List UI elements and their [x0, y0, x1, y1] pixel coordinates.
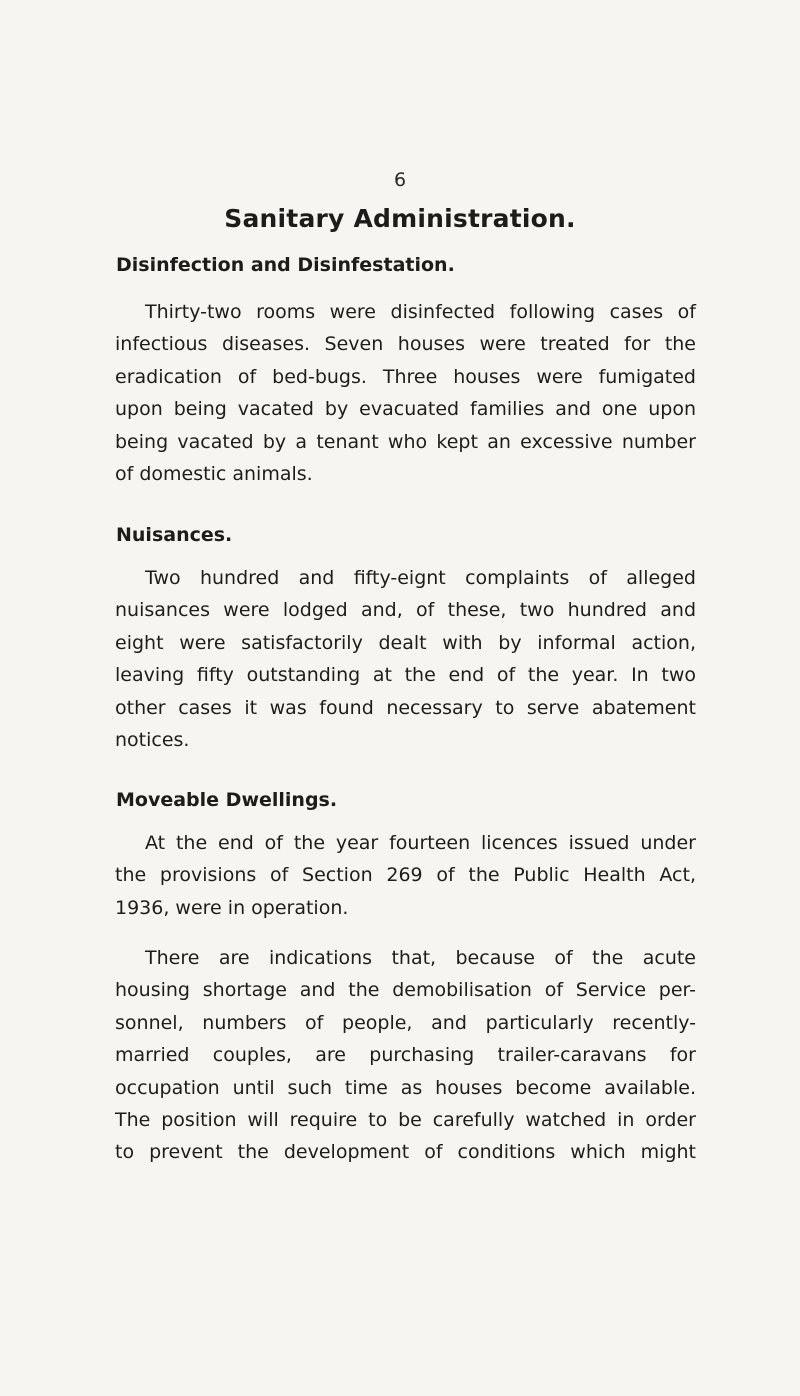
paragraph-moveable-1 [115, 827, 696, 924]
text-line: The position will require to be carefully watched in order [115, 1109, 696, 1132]
text-line: Thirty-two rooms were disinfected following cases of [145, 301, 696, 323]
page-title: Sanitary Administration. [224, 204, 576, 233]
text-line: 1936, were in operation. [115, 896, 349, 919]
text-line: married couples, are purchasing trailer-caravans for [115, 1044, 696, 1067]
heading-nuisances: Nuisances. [116, 524, 233, 546]
paragraph-moveable-2 [115, 942, 696, 1169]
text-line: the provisions of Section 269 of the Public Health Act, [115, 864, 696, 887]
heading-disinfection: Disinfection and Disinfestation. [116, 254, 455, 276]
text-line: leaving fifty outstanding at the end of the year. In two [115, 664, 696, 687]
paragraph-nuisances [115, 562, 696, 756]
heading-moveable-dwellings: Moveable Dwellings. [116, 789, 338, 811]
text-line: nuisances were lodged and, of these, two hundred and [115, 599, 696, 622]
text-line: housing shortage and the demobilisation of Service per- [115, 979, 696, 1002]
paragraph-disinfection [115, 296, 696, 490]
text-line: infectious diseases. Seven houses were treated for the [115, 333, 696, 356]
text-line: Two hundred and fifty-eignt complaints of alleged [145, 567, 696, 589]
text-line: being vacated by a tenant who kept an excessive number [115, 430, 696, 453]
page-number: 6 [393, 169, 407, 191]
text-line: sonnel, numbers of people, and particularly recently- [115, 1011, 696, 1034]
text-line: other cases it was found necessary to serve abatement [115, 696, 696, 719]
text-line: notices. [115, 729, 190, 752]
text-line: At the end of the year fourteen licences issued under [145, 832, 696, 854]
text-line: There are indications that, because of the acute [145, 947, 696, 969]
text-line: to prevent the development of conditions which might [115, 1141, 696, 1164]
text-line: occupation until such time as houses become available. [115, 1076, 696, 1099]
text-line: of domestic animals. [115, 463, 313, 486]
text-line: upon being vacated by evacuated families and one upon [115, 398, 696, 421]
text-line: eradication of bed-bugs. Three houses were fumigated [115, 365, 696, 388]
text-line: eight were satisfactorily dealt with by informal action, [115, 631, 696, 654]
